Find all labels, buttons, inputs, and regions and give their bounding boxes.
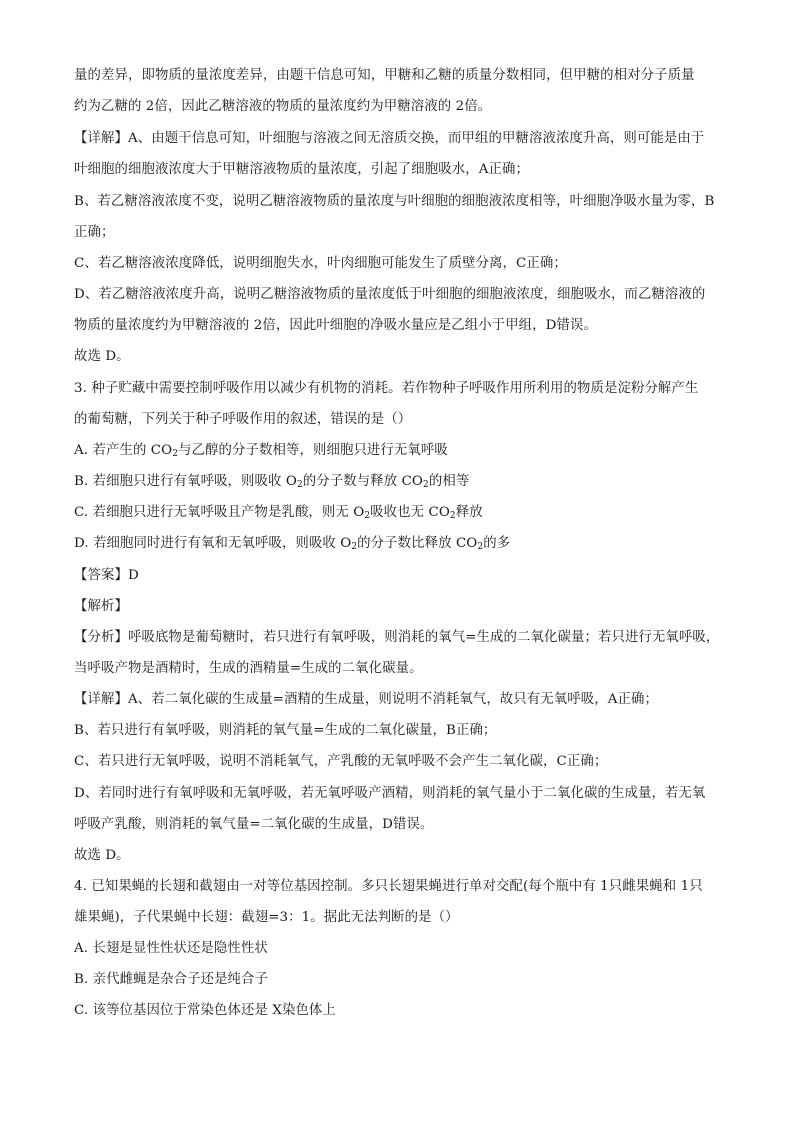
text-line: C、若只进行无氧呼吸，说明不消耗氧气，产乳酸的无氧呼吸不会产生二氧化碳，C正确； — [74, 754, 608, 769]
answer-label: 【答案】D — [74, 568, 139, 583]
question-3-stem: 的葡萄糖，下列关于种子呼吸作用的叙述，错误的是（） — [74, 412, 412, 427]
text-line: 呼吸产乳酸，则消耗的氧气量=二氧化碳的生成量，D错误。 — [74, 817, 434, 832]
text-line: D、若同时进行有氧呼吸和无氧呼吸，若无氧呼吸产酒精，则消耗的氧气量小于二氧化碳的生成量，若无氧 — [74, 786, 706, 801]
text-line: B、若只进行有氧呼吸，则消耗的氧气量=生成的二氧化碳量，B正确； — [74, 723, 497, 738]
question-4-stem: 雄果蝇)，子代果蝇中长翅：截翅=3：1。据此无法判断的是（） — [74, 910, 459, 925]
text-line: 【分析】呼吸底物是葡萄糖时，若只进行有氧呼吸，则消耗的氧气=生成的二氧化碳量；若只进行无氧呼吸， — [74, 630, 720, 645]
text-line: 量的差异，即物质的量浓度差异，由题干信息可知，甲糖和乙糖的质量分数相同，但甲糖的相对分子质量 — [74, 68, 695, 83]
option-c: C. 该等位基因位于常染色体还是 X染色体上 — [74, 1003, 336, 1018]
analysis-label: 【解析】 — [74, 599, 128, 614]
text-line: 故选 D。 — [74, 349, 130, 364]
text-line: 【详解】A、由题干信息可知，叶细胞与溶液之间无溶质交换，而甲组的甲糖溶液浓度升高，则可能是由于 — [74, 131, 705, 146]
text-line: 叶细胞的细胞液浓度大于甲糖溶液物质的量浓度，引起了细胞吸水，A正确； — [74, 162, 529, 177]
option-b: B. 亲代雌蝇是杂合子还是纯合子 — [74, 972, 269, 987]
option-c: C. 若细胞只进行无氧呼吸且产物是乳酸，则无 $O_2$吸收也无 $CO_2$释放 — [74, 505, 483, 521]
text-line: B、若乙糖溶液浓度不变，说明乙糖溶液物质的量浓度与叶细胞的细胞液浓度相等，叶细胞净吸水量为零，B — [74, 194, 715, 209]
option-d: D. 若细胞同时进行有氧和无氧呼吸，则吸收 $O_2$的分子数比释放 $CO_2$的多 — [74, 536, 511, 552]
text-line: C、若乙糖溶液浓度降低，说明细胞失水，叶肉细胞可能发生了质壁分离，C正确； — [74, 256, 567, 271]
text-line: 物质的量浓度约为甲糖溶液的 2倍，因此叶细胞的净吸水量应是乙组小于甲组，D错误。 — [74, 318, 597, 333]
text-line: 【详解】A、若二氧化碳的生成量=酒精的生成量，则说明不消耗氧气，故只有无氧呼吸，A正确； — [74, 692, 658, 707]
option-a: A. 长翅是显性性状还是隐性性状 — [74, 941, 268, 956]
text-line: 故选 D。 — [74, 848, 130, 863]
text-line: 约为乙糖的 2倍，因此乙糖溶液的物质的量浓度约为甲糖溶液的 2倍。 — [74, 99, 492, 114]
text-line: 当呼吸产物是酒精时，生成的酒精量=生成的二氧化碳量。 — [74, 661, 423, 676]
text-line: D、若乙糖溶液浓度升高，说明乙糖溶液物质的量浓度低于叶细胞的细胞液浓度，细胞吸水，而乙糖溶液的 — [74, 287, 706, 302]
question-4-stem: 4. 已知果蝇的长翅和截翅由一对等位基因控制。多只长翅果蝇进行单对交配(每个瓶中有 1只雌果蝇和 1只 — [74, 879, 703, 894]
question-3-stem: 3. 种子贮藏中需要控制呼吸作用以减少有机物的消耗。若作物种子呼吸作用所利用的物质是淀粉分解产生 — [74, 381, 699, 396]
option-a: A. 若产生的 $CO_2$与乙醇的分子数相等，则细胞只进行无氧呼吸 — [74, 443, 448, 459]
option-b: B. 若细胞只进行有氧呼吸，则吸收 $O_2$的分子数与释放 $CO_2$的相等 — [74, 474, 470, 490]
text-line: 正确； — [74, 225, 115, 240]
